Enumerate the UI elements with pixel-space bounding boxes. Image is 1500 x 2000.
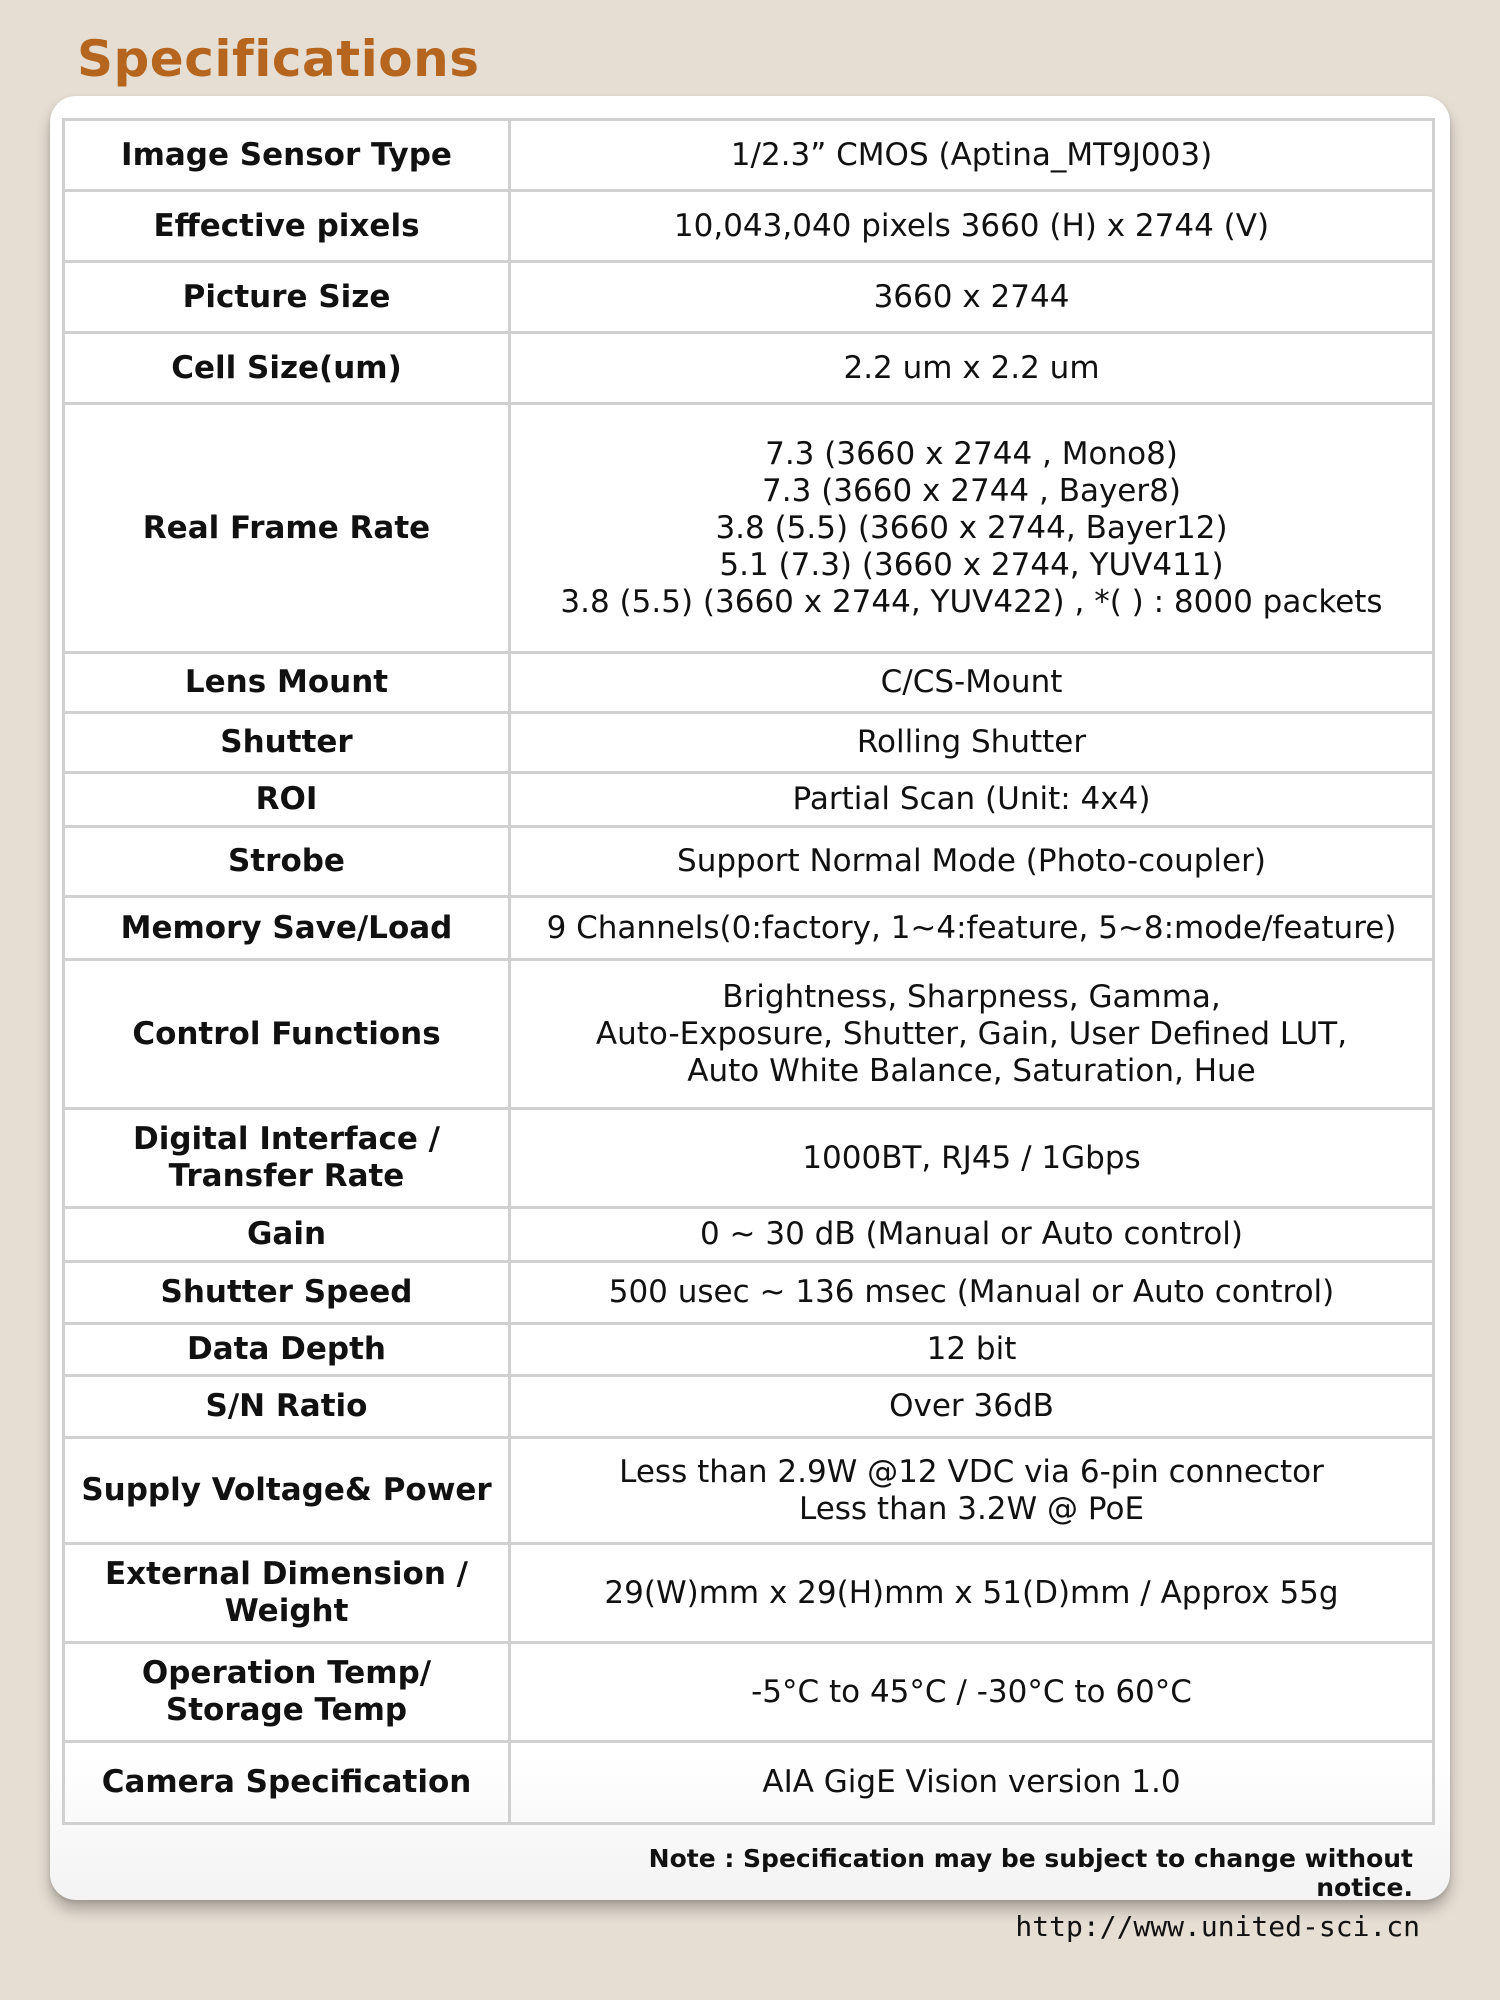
spec-value <box>510 1376 1434 1438</box>
spec-label-line: Transfer Rate <box>168 1158 405 1194</box>
spec-row <box>64 773 1434 827</box>
spec-row <box>64 1438 1434 1544</box>
spec-label <box>64 1208 510 1262</box>
spec-value-line: C/CS-Mount <box>880 664 1063 700</box>
spec-label <box>64 1643 510 1742</box>
spec-label-line: Real Frame Rate <box>142 509 431 546</box>
spec-row <box>64 191 1434 262</box>
spec-value-line: 5.1 (7.3) (3660 x 2744, YUV411) <box>719 546 1224 583</box>
spec-row <box>64 1643 1434 1742</box>
spec-value <box>510 404 1434 653</box>
spec-value <box>510 1438 1434 1544</box>
spec-label-line: Lens Mount <box>184 664 389 700</box>
spec-value-line: 3.8 (5.5) (3660 x 2744, YUV422) , *( ) : 8000 packets <box>560 583 1383 620</box>
spec-label-line: Cell Size(um) <box>171 349 402 386</box>
spec-label <box>64 713 510 773</box>
spec-value-line: 12 bit <box>926 1331 1017 1367</box>
spec-row <box>64 960 1434 1109</box>
spec-label-line: Strobe <box>228 843 345 879</box>
spec-row <box>64 262 1434 333</box>
spec-row <box>64 897 1434 960</box>
spec-value <box>510 1109 1434 1208</box>
spec-value <box>510 120 1434 191</box>
spec-value-line: Auto White Balance, Saturation, Hue <box>687 1052 1256 1089</box>
spec-label <box>64 120 510 191</box>
spec-label <box>64 653 510 713</box>
spec-value-line: 3.8 (5.5) (3660 x 2744, Bayer12) <box>715 509 1228 546</box>
spec-label-line: External Dimension / <box>104 1556 469 1592</box>
spec-value <box>510 897 1434 960</box>
spec-value <box>510 1208 1434 1262</box>
spec-value-line: 3660 x 2744 <box>873 278 1070 315</box>
spec-value-line: 500 usec ~ 136 msec (Manual or Auto control) <box>608 1274 1335 1310</box>
spec-row <box>64 1544 1434 1643</box>
spec-value-line: Rolling Shutter <box>856 724 1087 760</box>
disclaimer-note: Note : Specification may be subject to change without notice. <box>648 1844 1413 1902</box>
spec-value <box>510 713 1434 773</box>
spec-row <box>64 1742 1434 1824</box>
spec-label-line: Control Functions <box>132 1015 441 1052</box>
spec-label <box>64 1262 510 1324</box>
spec-value <box>510 1544 1434 1643</box>
spec-value-line: AIA GigE Vision version 1.0 <box>762 1764 1181 1800</box>
spec-label-line: Storage Temp <box>165 1692 408 1728</box>
spec-label-line: ROI <box>255 781 318 817</box>
spec-value-line: Partial Scan (Unit: 4x4) <box>792 781 1151 817</box>
spec-value-line: 29(W)mm x 29(H)mm x 51(D)mm / Approx 55g <box>604 1574 1339 1611</box>
spec-label <box>64 827 510 897</box>
spec-label-line: Data Depth <box>186 1331 387 1367</box>
spec-value <box>510 1262 1434 1324</box>
spec-value <box>510 960 1434 1109</box>
spec-value <box>510 262 1434 333</box>
spec-value-line: Auto-Exposure, Shutter, Gain, User Defined LUT, <box>595 1015 1348 1052</box>
spec-value-line: 9 Channels(0:factory, 1~4:feature, 5~8:mode/feature) <box>546 909 1397 946</box>
spec-value-line: -5°C to 45°C / -30°C to 60°C <box>751 1673 1192 1710</box>
page-title: Specifications <box>77 30 480 88</box>
spec-label <box>64 1544 510 1643</box>
spec-label <box>64 1742 510 1824</box>
spec-label <box>64 1376 510 1438</box>
spec-value-line: Support Normal Mode (Photo-coupler) <box>677 843 1266 879</box>
spec-value-line: 10,043,040 pixels 3660 (H) x 2744 (V) <box>673 207 1270 244</box>
spec-value <box>510 1324 1434 1376</box>
spec-value-line: 2.2 um x 2.2 um <box>843 349 1100 386</box>
spec-value <box>510 827 1434 897</box>
spec-row <box>64 1262 1434 1324</box>
spec-row <box>64 713 1434 773</box>
spec-table <box>62 118 1435 1825</box>
spec-label-line: Picture Size <box>182 278 391 315</box>
spec-label-line: Memory Save/Load <box>120 909 453 946</box>
spec-row <box>64 1324 1434 1376</box>
spec-value-line: 7.3 (3660 x 2744 , Bayer8) <box>762 472 1181 509</box>
spec-label-line: Operation Temp/ <box>141 1655 432 1691</box>
spec-label-line: Shutter Speed <box>160 1274 413 1310</box>
spec-row <box>64 827 1434 897</box>
spec-value-line: 0 ~ 30 dB (Manual or Auto control) <box>699 1216 1244 1252</box>
spec-value <box>510 773 1434 827</box>
spec-label-line: Effective pixels <box>153 207 420 244</box>
spec-value <box>510 1643 1434 1742</box>
spec-label-line: Weight <box>224 1593 349 1629</box>
spec-label-line: Digital Interface / <box>133 1121 440 1157</box>
spec-value-line: Less than 3.2W @ PoE <box>798 1490 1145 1527</box>
spec-label-line: Gain <box>246 1216 327 1252</box>
spec-row <box>64 1376 1434 1438</box>
spec-label <box>64 897 510 960</box>
spec-value <box>510 333 1434 404</box>
spec-label <box>64 404 510 653</box>
spec-row <box>64 1109 1434 1208</box>
spec-label <box>64 960 510 1109</box>
spec-table-body <box>64 120 1434 1824</box>
website-url: http://www.united-sci.cn <box>1015 1910 1420 1943</box>
spec-label <box>64 1324 510 1376</box>
spec-value-line: Brightness, Sharpness, Gamma, <box>722 978 1221 1015</box>
spec-label-line: Image Sensor Type <box>121 136 452 173</box>
spec-value-line: 1000BT, RJ45 / 1Gbps <box>802 1139 1141 1176</box>
spec-row <box>64 404 1434 653</box>
spec-label <box>64 191 510 262</box>
spec-value <box>510 653 1434 713</box>
spec-label-line: Shutter <box>220 724 353 760</box>
spec-row <box>64 1208 1434 1262</box>
spec-value-line: 1/2.3” CMOS (Aptina_MT9J003) <box>730 136 1213 173</box>
spec-label <box>64 333 510 404</box>
spec-row <box>64 333 1434 404</box>
spec-label <box>64 1438 510 1544</box>
spec-label-line: Supply Voltage& Power <box>81 1472 492 1508</box>
spec-value-line: Over 36dB <box>889 1388 1054 1424</box>
spec-row <box>64 120 1434 191</box>
spec-value-line: 7.3 (3660 x 2744 , Mono8) <box>765 435 1178 472</box>
spec-value <box>510 1742 1434 1824</box>
spec-label <box>64 262 510 333</box>
spec-label-line: S/N Ratio <box>205 1388 368 1424</box>
spec-label-line: Camera Specification <box>101 1764 472 1800</box>
spec-value-line: Less than 2.9W @12 VDC via 6-pin connector <box>619 1453 1324 1490</box>
spec-label <box>64 1109 510 1208</box>
spec-value <box>510 191 1434 262</box>
spec-row <box>64 653 1434 713</box>
spec-label <box>64 773 510 827</box>
